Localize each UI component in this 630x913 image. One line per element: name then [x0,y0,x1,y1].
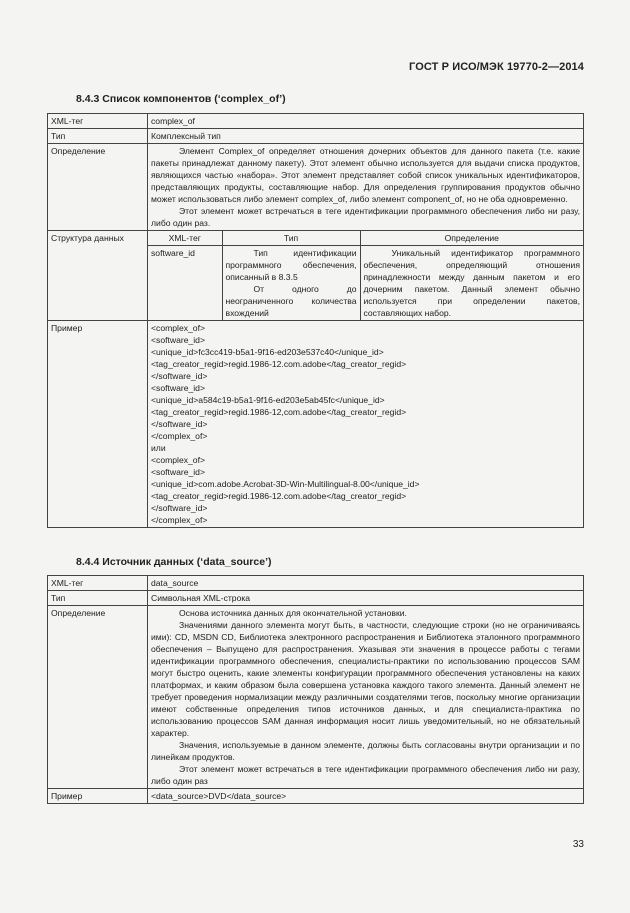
code-line: <software_id> [151,467,205,477]
code-line: <unique_id>a584c19-b5a1-9f16-ed203e5ab45fc</unique_id> [151,395,385,405]
definition-paragraph: Этот элемент может встречаться в теге идентификации программного обеспечения либо ни разу, либо один раз [151,764,580,786]
table-row [48,789,584,804]
code-line: <software_id> [151,383,205,393]
code-line: </complex_of> [151,431,208,441]
code-line: <tag_creator_regid>regid.1986-12.com.adobe</tag_creator_regid> [151,491,407,501]
row-label: Тип [48,591,148,606]
code-line: </software_id> [151,419,208,429]
row-label: Структура данных [48,231,148,321]
table-row [48,114,584,129]
document-header: ГОСТ Р ИСО/МЭК 19770-2—2014 [409,61,584,73]
example-code [148,321,584,528]
data-source-table [47,575,584,804]
definition-paragraph: Этот элемент может встречаться в теге идентификации программного обеспечения либо ни разу, либо один раз. [151,206,580,228]
column-header: XML-тег [148,231,222,246]
subtable-header-row [148,231,583,246]
definition-paragraph: Элемент Complex_of определяет отношения дочерних объектов для данного пакета (т.е. какие пакеты принадлежат данному пакету). Этот элемент обычно используется для выдачи списка продуктов, являющихся частью «набора». Этот элемент представляет собой список уникальных идентификаторов, представляющих продукты, составляющие набор. Для определения группирования продуктов обычно может использоваться либо элемент complex_of, либо элемент component_of, но не оба одновременно. [151,146,580,204]
table-row [48,606,584,789]
code-line: <software_id> [151,335,205,345]
definition-cell [148,606,584,789]
structure-definition: Уникальный идентификатор программного обеспечения, определяющий отношения принадлежности между данным пакетом и его дочерним пакетом. Данный элемент обычно используется при определении пакетов, составляющих набор. [360,246,583,321]
table-row [48,231,584,321]
row-label: Определение [48,144,148,231]
structure-tag: software_id [148,246,222,321]
column-header: Определение [360,231,583,246]
table-row [48,129,584,144]
row-label: Тип [48,129,148,144]
page-number: 33 [572,839,584,850]
type-value: Символьная XML-строка [148,591,584,606]
structure-subtable [148,231,583,320]
code-line: <complex_of> [151,323,205,333]
column-header: Тип [222,231,360,246]
complex-of-table [47,113,584,528]
code-line: <complex_of> [151,455,205,465]
subtable-row [148,246,583,321]
definition-paragraph: Значения, используемые в данном элементе, должны быть согласованы внутри организации и по линейкам продуктов. [151,740,580,762]
row-label: XML-тег [48,114,148,129]
table-row [48,321,584,528]
code-line: <unique_id>com.adobe.Acrobat-3D-Win-Multilingual-8.00</unique_id> [151,479,420,489]
code-line: </software_id> [151,503,208,513]
code-line: <tag_creator_regid>regid.1986-12,com.adobe</tag_creator_regid> [151,407,407,417]
definition-cell [148,144,584,231]
row-label: Пример [48,321,148,528]
code-line: </complex_of> [151,515,208,525]
code-line: <tag_creator_regid>regid.1986-12.com.adobe</tag_creator_regid> [151,359,407,369]
structure-type-paragraph: От одного до неограниченного количества вхождений [225,284,357,318]
row-label: Пример [48,789,148,804]
table-row [48,576,584,591]
structure-type [222,246,360,321]
example-code: <data_source>DVD</data_source> [148,789,584,804]
code-line: или [151,443,166,453]
code-line: <unique_id>fc3cc419-b5a1-9f16-ed203e537c40</unique_id> [151,347,384,357]
definition-paragraph: Основа источника данных для окончательной установки. [179,608,407,618]
row-label: XML-тег [48,576,148,591]
section-title-complex-of: 8.4.3 Список компонентов (‘complex_of’) [76,93,286,105]
definition-paragraph: Значениями данного элемента могут быть, в частности, следующие строки (но не ограничиваясь ими): CD, MSDN CD, Библиотека электронного распространения и Библиотека эталонного программного обеспечения – Выпущено для распространения. Указывая эти значения в процессе работы с тегами идентификации программного обеспечения, специалисты-практики по использованию процессов SAM могут быстро оценить, какие элементы конфигурации программного обеспечения установлены на каких платформах, и каким образом была совершена установка каждого такого элемента. Данный элемент не требует проведения нормализации между различными создателями тегов, поскольку многие организации имеют собственные определения типов источников данных, и для специалиста-практика по использованию процессов SAM данная информация носит лишь уведомительный, но не обязательный характер. [151,620,580,738]
structure-type-paragraph: Тип идентификации программного обеспечения, описанный в 8.3.5 [225,248,357,282]
table-row [48,591,584,606]
section-title-data-source: 8.4.4 Источник данных (‘data_source’) [76,556,272,568]
xml-tag-value: complex_of [148,114,584,129]
row-label: Определение [48,606,148,789]
type-value: Комплексный тип [148,129,584,144]
code-line: </software_id> [151,371,208,381]
xml-tag-value: data_source [148,576,584,591]
table-row [48,144,584,231]
structure-cell [148,231,584,321]
